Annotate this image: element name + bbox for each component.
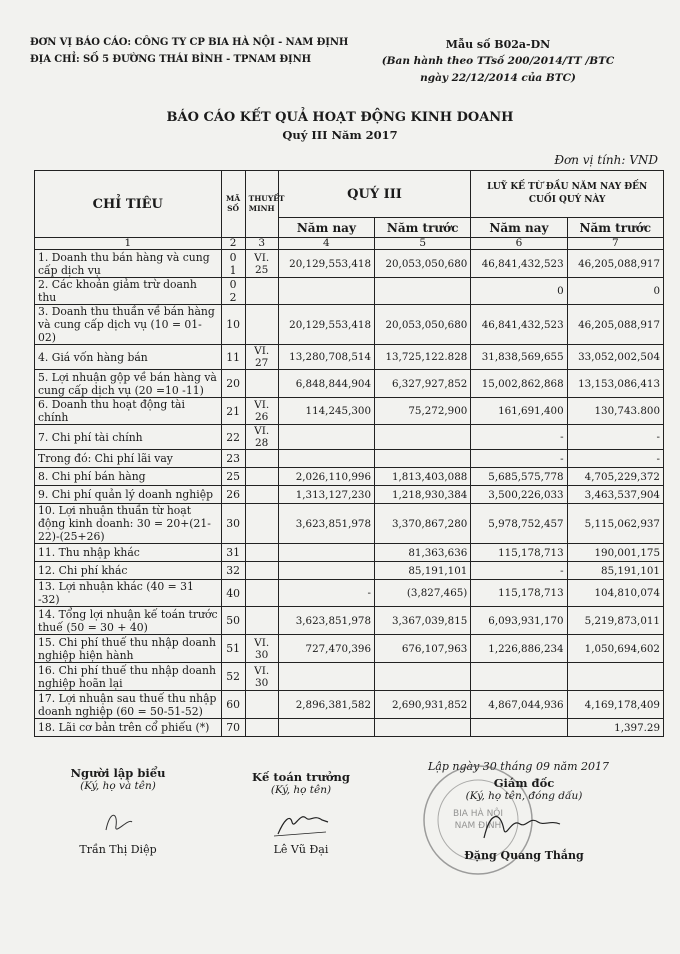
row-item-name: 18. Lãi cơ bản trên cổ phiếu (*) [35,719,222,737]
column-index: 2 [221,238,245,250]
row-quarter-this-year [278,663,374,691]
preparer-role: Người lập biểu [70,766,166,780]
row-code: 51 [221,635,245,663]
row-quarter-this-year [278,278,374,305]
row-quarter-last-year [375,663,471,691]
row-quarter-last-year: 3,370,867,280 [375,504,471,544]
preparer-name: Trần Thị Diệp [79,843,157,856]
issued-by-line-1: (Ban hành theo TTsố 200/2014/TT /BTC [381,55,615,67]
row-code: 0 2 [221,278,245,305]
row-note [245,486,278,504]
column-index: 3 [245,238,278,250]
director-role: Giám đốc [493,776,555,790]
director-signature-block [444,776,604,862]
row-cumulative-last-year: 190,001,175 [567,544,663,562]
row-quarter-this-year: 3,623,851,978 [278,607,374,635]
row-item-name: 7. Chi phí tài chính [35,425,222,450]
table-row [35,278,664,305]
row-item-name: 4. Giá vốn hàng bán [35,345,222,370]
header-cum-last-year: Năm trước [567,218,663,238]
row-quarter-this-year: 20,129,553,418 [278,305,374,345]
row-item-name: 3. Doanh thu thuần về bán hàng và cung cấp dịch vụ (10 = 01- 02) [35,305,222,345]
row-cumulative-this-year: 5,685,575,778 [471,468,567,486]
row-cumulative-this-year: 1,226,886,234 [471,635,567,663]
table-row [35,580,664,607]
row-cumulative-this-year [471,663,567,691]
table-row [35,468,664,486]
table-row [35,504,664,544]
row-quarter-this-year: 1,313,127,230 [278,486,374,504]
row-item-name: 17. Lợi nhuận sau thuế thu nhập doanh nghiệp (60 = 50-51-52) [35,691,222,719]
row-quarter-last-year: 20,053,050,680 [375,305,471,345]
row-item-name: 8. Chi phí bán hàng [35,468,222,486]
row-item-name: 1. Doanh thu bán hàng và cung cấp dịch vụ [35,250,222,278]
row-quarter-last-year: 2,690,931,852 [375,691,471,719]
accountant-signature [256,800,346,840]
row-item-name: 9. Chi phí quản lý doanh nghiệp [35,486,222,504]
row-code: 32 [221,562,245,580]
row-quarter-last-year: 1,813,403,088 [375,468,471,486]
row-code: 20 [221,370,245,398]
row-cumulative-this-year: - [471,425,567,450]
column-index: 5 [375,238,471,250]
row-cumulative-this-year: 3,500,226,033 [471,486,567,504]
row-note: VI. 26 [245,398,278,425]
row-item-name: 16. Chi phí thuế thu nhập doanh nghiệp hoãn lại [35,663,222,691]
row-cumulative-last-year: 4,705,229,372 [567,468,663,486]
row-cumulative-this-year: 15,002,862,868 [471,370,567,398]
row-note [245,691,278,719]
row-quarter-last-year: 20,053,050,680 [375,250,471,278]
row-item-name: 14. Tổng lợi nhuận kế toán trước thuế (50 = 30 + 40) [35,607,222,635]
row-quarter-this-year: 6,848,844,904 [278,370,374,398]
accountant-role: Kế toán trưởng [252,770,350,784]
row-cumulative-last-year [567,663,663,691]
issued-by-line-2: ngày 22/12/2014 của BTC) [420,72,576,84]
table-row [35,425,664,450]
row-item-name: 6. Doanh thu hoạt động tài chính [35,398,222,425]
row-cumulative-last-year: - [567,425,663,450]
table-row [35,398,664,425]
table-row [35,305,664,345]
table-row [35,486,664,504]
row-note: VI. 30 [245,635,278,663]
row-quarter-this-year: 727,470,396 [278,635,374,663]
header-quarter-this-year: Năm nay [278,218,374,238]
chief-accountant-signature-block [236,770,366,856]
row-note [245,719,278,737]
row-note [245,607,278,635]
table-row [35,663,664,691]
row-cumulative-this-year [471,719,567,737]
row-quarter-last-year: 676,107,963 [375,635,471,663]
row-quarter-this-year: 20,129,553,418 [278,250,374,278]
row-cumulative-this-year: 46,841,432,523 [471,250,567,278]
director-name: Đặng Quang Thắng [464,849,584,862]
row-note [245,504,278,544]
row-quarter-last-year: 6,327,927,852 [375,370,471,398]
director-signature [464,802,584,846]
row-quarter-this-year: 2,026,110,996 [278,468,374,486]
table-row [35,250,664,278]
accountant-note: (Ký, họ tên) [270,784,332,796]
row-note [245,544,278,562]
row-code: 40 [221,580,245,607]
row-item-name: 13. Lợi nhuận khác (40 = 31 -32) [35,580,222,607]
row-quarter-this-year [278,544,374,562]
row-item-name: 11. Thu nhập khác [35,544,222,562]
header-code: MÃ SỐ [221,171,245,238]
table-row [35,719,664,737]
row-cumulative-last-year: 0 [567,278,663,305]
currency-unit: Đơn vị tính: VND [554,153,658,167]
signing-date: Lập ngày 30 tháng 09 năm 2017 [428,760,610,773]
row-code: 30 [221,504,245,544]
row-code: 22 [221,425,245,450]
row-note: VI. 28 [245,425,278,450]
row-cumulative-this-year: 115,178,713 [471,544,567,562]
row-quarter-last-year: 75,272,900 [375,398,471,425]
row-quarter-this-year [278,562,374,580]
row-code: 60 [221,691,245,719]
row-cumulative-last-year: 85,191,101 [567,562,663,580]
header-item: CHỈ TIÊU [35,171,222,238]
row-code: 11 [221,345,245,370]
row-code: 0 1 [221,250,245,278]
row-note: VI. 27 [245,345,278,370]
svg-text:NAM ĐỊNH: NAM ĐỊNH [454,821,502,831]
row-cumulative-last-year: 46,205,088,917 [567,305,663,345]
header-note: THUYẾT MINH [245,171,278,238]
svg-text:BIA HÀ NỘI: BIA HÀ NỘI [452,809,504,819]
row-cumulative-this-year: 0 [471,278,567,305]
row-quarter-this-year: - [278,580,374,607]
row-item-name: 2. Các khoản giảm trừ doanh thu [35,278,222,305]
row-cumulative-last-year: 3,463,537,904 [567,486,663,504]
row-cumulative-last-year: 46,205,088,917 [567,250,663,278]
row-cumulative-this-year: 115,178,713 [471,580,567,607]
row-code: 10 [221,305,245,345]
column-index: 6 [471,238,567,250]
row-cumulative-last-year: 4,169,178,409 [567,691,663,719]
column-index: 4 [278,238,374,250]
column-index: 7 [567,238,663,250]
header-quarter: QUÝ III [278,171,471,218]
row-cumulative-last-year: 104,810,074 [567,580,663,607]
report-period: Quý III Năm 2017 [282,128,398,142]
row-item-name: 5. Lợi nhuận gộp về bán hàng và cung cấp dịch vụ (20 =10 -11) [35,370,222,398]
form-number: Mẫu số B02a-DN [445,38,551,51]
row-note [245,580,278,607]
row-code: 31 [221,544,245,562]
row-code: 50 [221,607,245,635]
row-item-name: 12. Chi phí khác [35,562,222,580]
row-code: 23 [221,450,245,468]
row-item-name: Trong đó: Chi phí lãi vay [35,450,222,468]
header-cum-this-year: Năm nay [471,218,567,238]
row-cumulative-last-year: 130,743.800 [567,398,663,425]
header-quarter-last-year: Năm trước [375,218,471,238]
row-code: 26 [221,486,245,504]
row-quarter-last-year: 1,218,930,384 [375,486,471,504]
table-row [35,450,664,468]
row-quarter-last-year [375,278,471,305]
row-quarter-last-year [375,719,471,737]
row-cumulative-last-year: 33,052,002,504 [567,345,663,370]
row-cumulative-last-year: 1,050,694,602 [567,635,663,663]
row-cumulative-last-year: - [567,450,663,468]
header-cumulative: LUỸ KẾ TỪ ĐẦU NĂM NAY ĐẾN CUỐI QUÝ NÀY [471,171,664,218]
row-note [245,278,278,305]
table-row [35,691,664,719]
row-note [245,305,278,345]
row-cumulative-this-year: - [471,562,567,580]
row-cumulative-last-year: 5,115,062,937 [567,504,663,544]
row-cumulative-this-year: 5,978,752,457 [471,504,567,544]
row-item-name: 10. Lợi nhuận thuần từ hoạt động kinh doanh: 30 = 20+(21-22)-(25+26) [35,504,222,544]
preparer-note: (Ký, họ và tên) [80,780,156,792]
row-quarter-this-year [278,719,374,737]
row-code: 52 [221,663,245,691]
row-quarter-last-year: 85,191,101 [375,562,471,580]
row-note: VI. 25 [245,250,278,278]
row-cumulative-last-year: 5,219,873,011 [567,607,663,635]
row-cumulative-this-year: 161,691,400 [471,398,567,425]
company-address: ĐỊA CHỈ: SỐ 5 ĐƯỜNG THÁI BÌNH - TPNAM ĐỊNH [30,54,311,65]
report-title: BÁO CÁO KẾT QUẢ HOẠT ĐỘNG KINH DOANH [166,110,514,125]
column-index: 1 [35,238,222,250]
table-row [35,370,664,398]
table-row [35,607,664,635]
row-note [245,468,278,486]
row-cumulative-last-year: 1,397.29 [567,719,663,737]
row-quarter-this-year: 114,245,300 [278,398,374,425]
row-note [245,450,278,468]
table-row [35,544,664,562]
accountant-name: Lê Vũ Đại [273,843,329,856]
row-note [245,562,278,580]
row-item-name: 15. Chi phí thuế thu nhập doanh nghiệp hiện hành [35,635,222,663]
income-statement-table [34,170,664,737]
row-cumulative-this-year: - [471,450,567,468]
row-quarter-this-year [278,425,374,450]
form-reference [378,36,618,87]
row-quarter-this-year: 3,623,851,978 [278,504,374,544]
preparer-signature [88,800,148,840]
row-code: 21 [221,398,245,425]
row-cumulative-this-year: 31,838,569,655 [471,345,567,370]
table-row [35,635,664,663]
row-cumulative-this-year: 4,867,044,936 [471,691,567,719]
company-header [30,34,348,68]
table-row [35,345,664,370]
row-quarter-this-year: 2,896,381,582 [278,691,374,719]
row-quarter-this-year: 13,280,708,514 [278,345,374,370]
row-quarter-this-year [278,450,374,468]
row-quarter-last-year: 3,367,039,815 [375,607,471,635]
director-note: (Ký, họ tên, đóng dấu) [465,790,583,802]
row-cumulative-last-year: 13,153,086,413 [567,370,663,398]
row-note: VI. 30 [245,663,278,691]
row-cumulative-this-year: 46,841,432,523 [471,305,567,345]
table-row [35,562,664,580]
row-cumulative-this-year: 6,093,931,170 [471,607,567,635]
row-code: 70 [221,719,245,737]
reporting-unit: ĐƠN VỊ BÁO CÁO: CÔNG TY CP BIA HÀ NỘI - NAM ĐỊNH [30,37,349,48]
row-note [245,370,278,398]
preparer-signature-block [58,766,178,856]
row-quarter-last-year [375,425,471,450]
row-quarter-last-year: (3,827,465) [375,580,471,607]
column-index-row [35,238,664,250]
row-code: 25 [221,468,245,486]
row-quarter-last-year: 81,363,636 [375,544,471,562]
row-quarter-last-year [375,450,471,468]
row-quarter-last-year: 13,725,122.828 [375,345,471,370]
